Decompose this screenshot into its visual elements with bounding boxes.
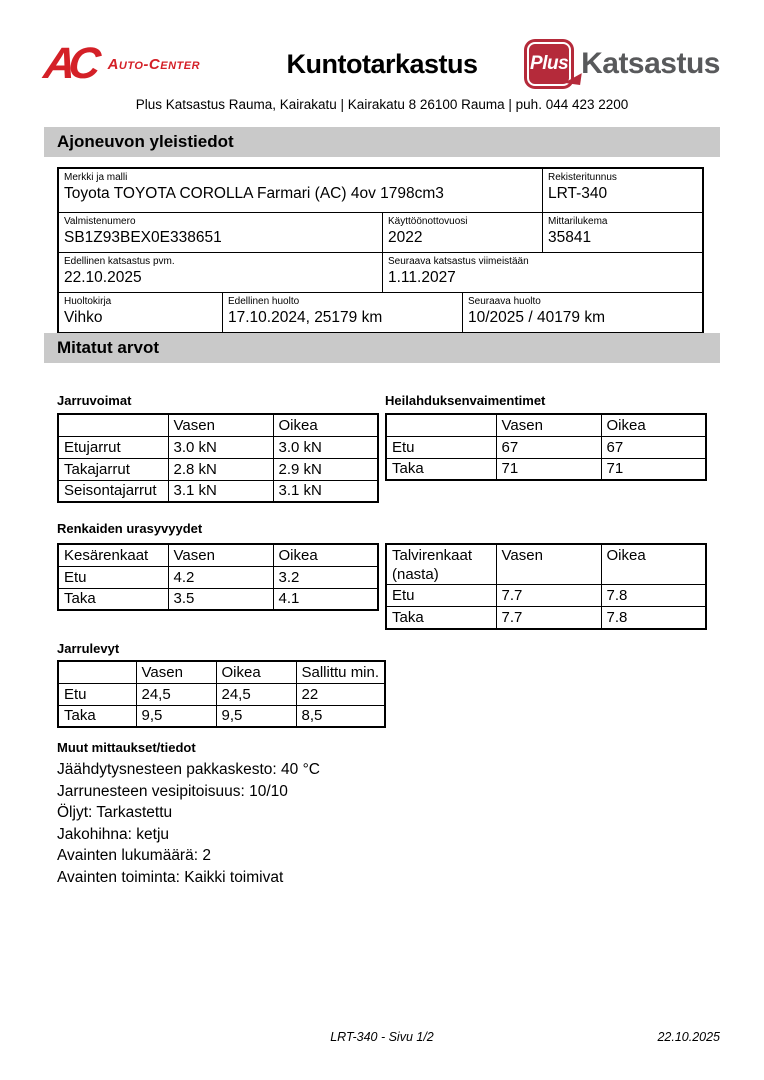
field-label: Mittarilukema <box>548 216 608 227</box>
table-cell: Seisontajarrut <box>58 480 168 502</box>
table-cell: Taka <box>58 588 168 610</box>
table-cell: Vasen <box>136 661 216 683</box>
info-row <box>59 169 702 212</box>
renkaiden-urasyvyydet-label: Renkaiden urasyvyydet <box>57 521 203 536</box>
katsastus-logo-text: Katsastus <box>581 47 720 80</box>
table-cell: 9,5 <box>136 705 216 727</box>
field-label: Rekisteritunnus <box>548 172 617 183</box>
table-cell <box>386 414 496 436</box>
report-header <box>41 34 720 94</box>
table-cell: 24,5 <box>136 683 216 705</box>
section-header-general: Ajoneuvon yleistiedot <box>44 127 720 157</box>
field-value: Toyota TOYOTA COROLLA Farmari (AC) 4ov 1798cm3 <box>64 185 444 202</box>
table-cell: Talvirenkaat (nasta) <box>386 544 496 585</box>
auto-center-logo <box>41 39 244 88</box>
table-cell: 3.5 <box>168 588 273 610</box>
table-cell: 9,5 <box>216 705 296 727</box>
table-cell: 2.8 kN <box>168 458 273 480</box>
table-cell: Taka <box>386 607 496 629</box>
field-value: SB1Z93BEX0E338651 <box>64 229 222 246</box>
table-cell: 3.2 <box>273 566 378 588</box>
measurement-line: Jakohihna: ketju <box>57 825 170 843</box>
table-cell: 7.8 <box>601 585 706 607</box>
jarruvoimat-label: Jarruvoimat <box>57 393 132 408</box>
table-row <box>386 607 706 629</box>
info-row <box>59 292 702 332</box>
field-value: 17.10.2024, 25179 km <box>228 309 383 326</box>
table-row <box>58 705 385 727</box>
plus-badge-icon <box>524 39 574 89</box>
table-header-row <box>58 661 385 683</box>
table-cell <box>58 414 168 436</box>
table-cell <box>58 661 136 683</box>
plus-badge-tail-icon <box>564 71 582 85</box>
page-title: Kuntotarkastus <box>286 48 478 79</box>
info-row <box>59 252 702 292</box>
auto-center-logo-mark: AC <box>41 39 97 88</box>
measurement-line: Jäähdytysnesteen pakkaskesto: 40 °C <box>57 761 320 778</box>
table-cell: Vasen <box>168 414 273 436</box>
table-cell: Etu <box>386 585 496 607</box>
info-cell-merkki <box>59 169 542 212</box>
table-cell: 67 <box>601 436 706 458</box>
info-cell-valmistenumero <box>59 213 382 252</box>
table-cell: 71 <box>496 458 601 480</box>
table-cell: 7.7 <box>496 607 601 629</box>
info-cell-kayttoonotto <box>382 213 542 252</box>
table-cell: Oikea <box>273 414 378 436</box>
field-value: 2022 <box>388 229 423 246</box>
table-cell: 3.1 kN <box>168 480 273 502</box>
table-cell: 67 <box>496 436 601 458</box>
table-cell: Etu <box>386 436 496 458</box>
table-row <box>58 480 378 502</box>
table-row <box>386 436 706 458</box>
table-cell: Oikea <box>216 661 296 683</box>
table-cell: Takajarrut <box>58 458 168 480</box>
field-value: 10/2025 / 40179 km <box>468 309 606 326</box>
table-row <box>58 683 385 705</box>
field-value: 1.11.2027 <box>388 269 456 286</box>
field-label: Edellinen katsastus pvm. <box>64 256 175 267</box>
table-cell: 8,5 <box>296 705 385 727</box>
table-header-row <box>58 414 378 436</box>
table-row <box>58 588 378 610</box>
plus-katsastus-logo <box>520 39 720 89</box>
table-row <box>386 585 706 607</box>
table-cell: 24,5 <box>216 683 296 705</box>
field-label: Seuraava huolto <box>468 296 541 307</box>
field-value: LRT-340 <box>548 185 608 202</box>
talvirenkaat-table <box>385 543 707 630</box>
other-measurements <box>57 740 320 888</box>
heilahduksenvaimentimet-label: Heilahduksenvaimentimet <box>385 393 546 408</box>
table-cell: 2.9 kN <box>273 458 378 480</box>
page-footer <box>0 1030 764 1050</box>
field-label: Huoltokirja <box>64 296 112 307</box>
field-value: Vihko <box>64 309 103 326</box>
table-cell: Kesärenkaat <box>58 544 168 566</box>
footer-page-indicator: LRT-340 - Sivu 1/2 <box>330 1030 434 1044</box>
table-cell: 4.2 <box>168 566 273 588</box>
table-header-row <box>386 544 706 585</box>
table-cell: Vasen <box>496 544 601 585</box>
table-cell: 7.7 <box>496 585 601 607</box>
table-cell: 3.0 kN <box>273 436 378 458</box>
table-cell: Sallittu min. <box>296 661 385 683</box>
info-cell-edellinen-katsastus <box>59 253 382 292</box>
jarrulevyt-table <box>57 660 386 728</box>
field-value: 22.10.2025 <box>64 269 142 286</box>
field-label: Edellinen huolto <box>228 296 300 307</box>
table-cell: Taka <box>386 458 496 480</box>
jarrulevyt-label: Jarrulevyt <box>57 641 120 656</box>
field-value: 35841 <box>548 229 592 246</box>
jarruvoimat-table <box>57 413 379 503</box>
info-cell-mittarilukema <box>542 213 702 252</box>
info-cell-edellinen-huolto <box>222 293 462 332</box>
table-cell: 3.1 kN <box>273 480 378 502</box>
table-header-row <box>386 414 706 436</box>
table-cell: Oikea <box>601 544 706 585</box>
info-cell-rekisteri <box>542 169 702 212</box>
table-cell: Etu <box>58 683 136 705</box>
plus-badge-text: Plus <box>530 53 569 74</box>
measurement-line: Avainten lukumäärä: 2 <box>57 847 211 864</box>
auto-center-logo-name: Auto-Center <box>107 55 201 73</box>
kesarenkaat-table <box>57 543 379 611</box>
table-cell: Taka <box>58 705 136 727</box>
info-cell-seuraava-huolto <box>462 293 702 332</box>
table-cell: Oikea <box>273 544 378 566</box>
measurement-line: Öljyt: Tarkastettu <box>57 804 173 821</box>
measurement-line: Jarrunesteen vesipitoisuus: 10/10 <box>57 782 288 800</box>
station-address: Plus Katsastus Rauma, Kairakatu | Kairakatu 8 26100 Rauma | puh. 044 423 2200 <box>135 97 629 112</box>
table-cell: Etu <box>58 566 168 588</box>
table-cell: 22 <box>296 683 385 705</box>
field-label: Käyttöönottovuosi <box>388 216 468 227</box>
table-cell: Etujarrut <box>58 436 168 458</box>
table-cell: 7.8 <box>601 607 706 629</box>
table-cell: Vasen <box>496 414 601 436</box>
table-cell: Vasen <box>168 544 273 566</box>
table-row <box>58 436 378 458</box>
table-cell: 3.0 kN <box>168 436 273 458</box>
table-cell: Oikea <box>601 414 706 436</box>
other-measurements-title: Muut mittaukset/tiedot <box>57 740 196 755</box>
field-label: Valmistenumero <box>64 216 136 227</box>
table-header-row <box>58 544 378 566</box>
footer-date: 22.10.2025 <box>657 1030 720 1044</box>
table-cell: 71 <box>601 458 706 480</box>
info-row <box>59 212 702 252</box>
heilahduksenvaimentimet-table <box>385 413 707 481</box>
table-cell: 4.1 <box>273 588 378 610</box>
field-label: Seuraava katsastus viimeistään <box>388 256 529 267</box>
field-label: Merkki ja malli <box>64 172 128 183</box>
vehicle-info-table <box>57 167 704 334</box>
info-cell-huoltokirja <box>59 293 222 332</box>
table-row <box>58 566 378 588</box>
info-cell-seuraava-katsastus <box>382 253 702 292</box>
section-header-measured: Mitatut arvot <box>44 333 720 363</box>
table-row <box>386 458 706 480</box>
measurement-line: Avainten toiminta: Kaikki toimivat <box>57 868 284 886</box>
table-row <box>58 458 378 480</box>
